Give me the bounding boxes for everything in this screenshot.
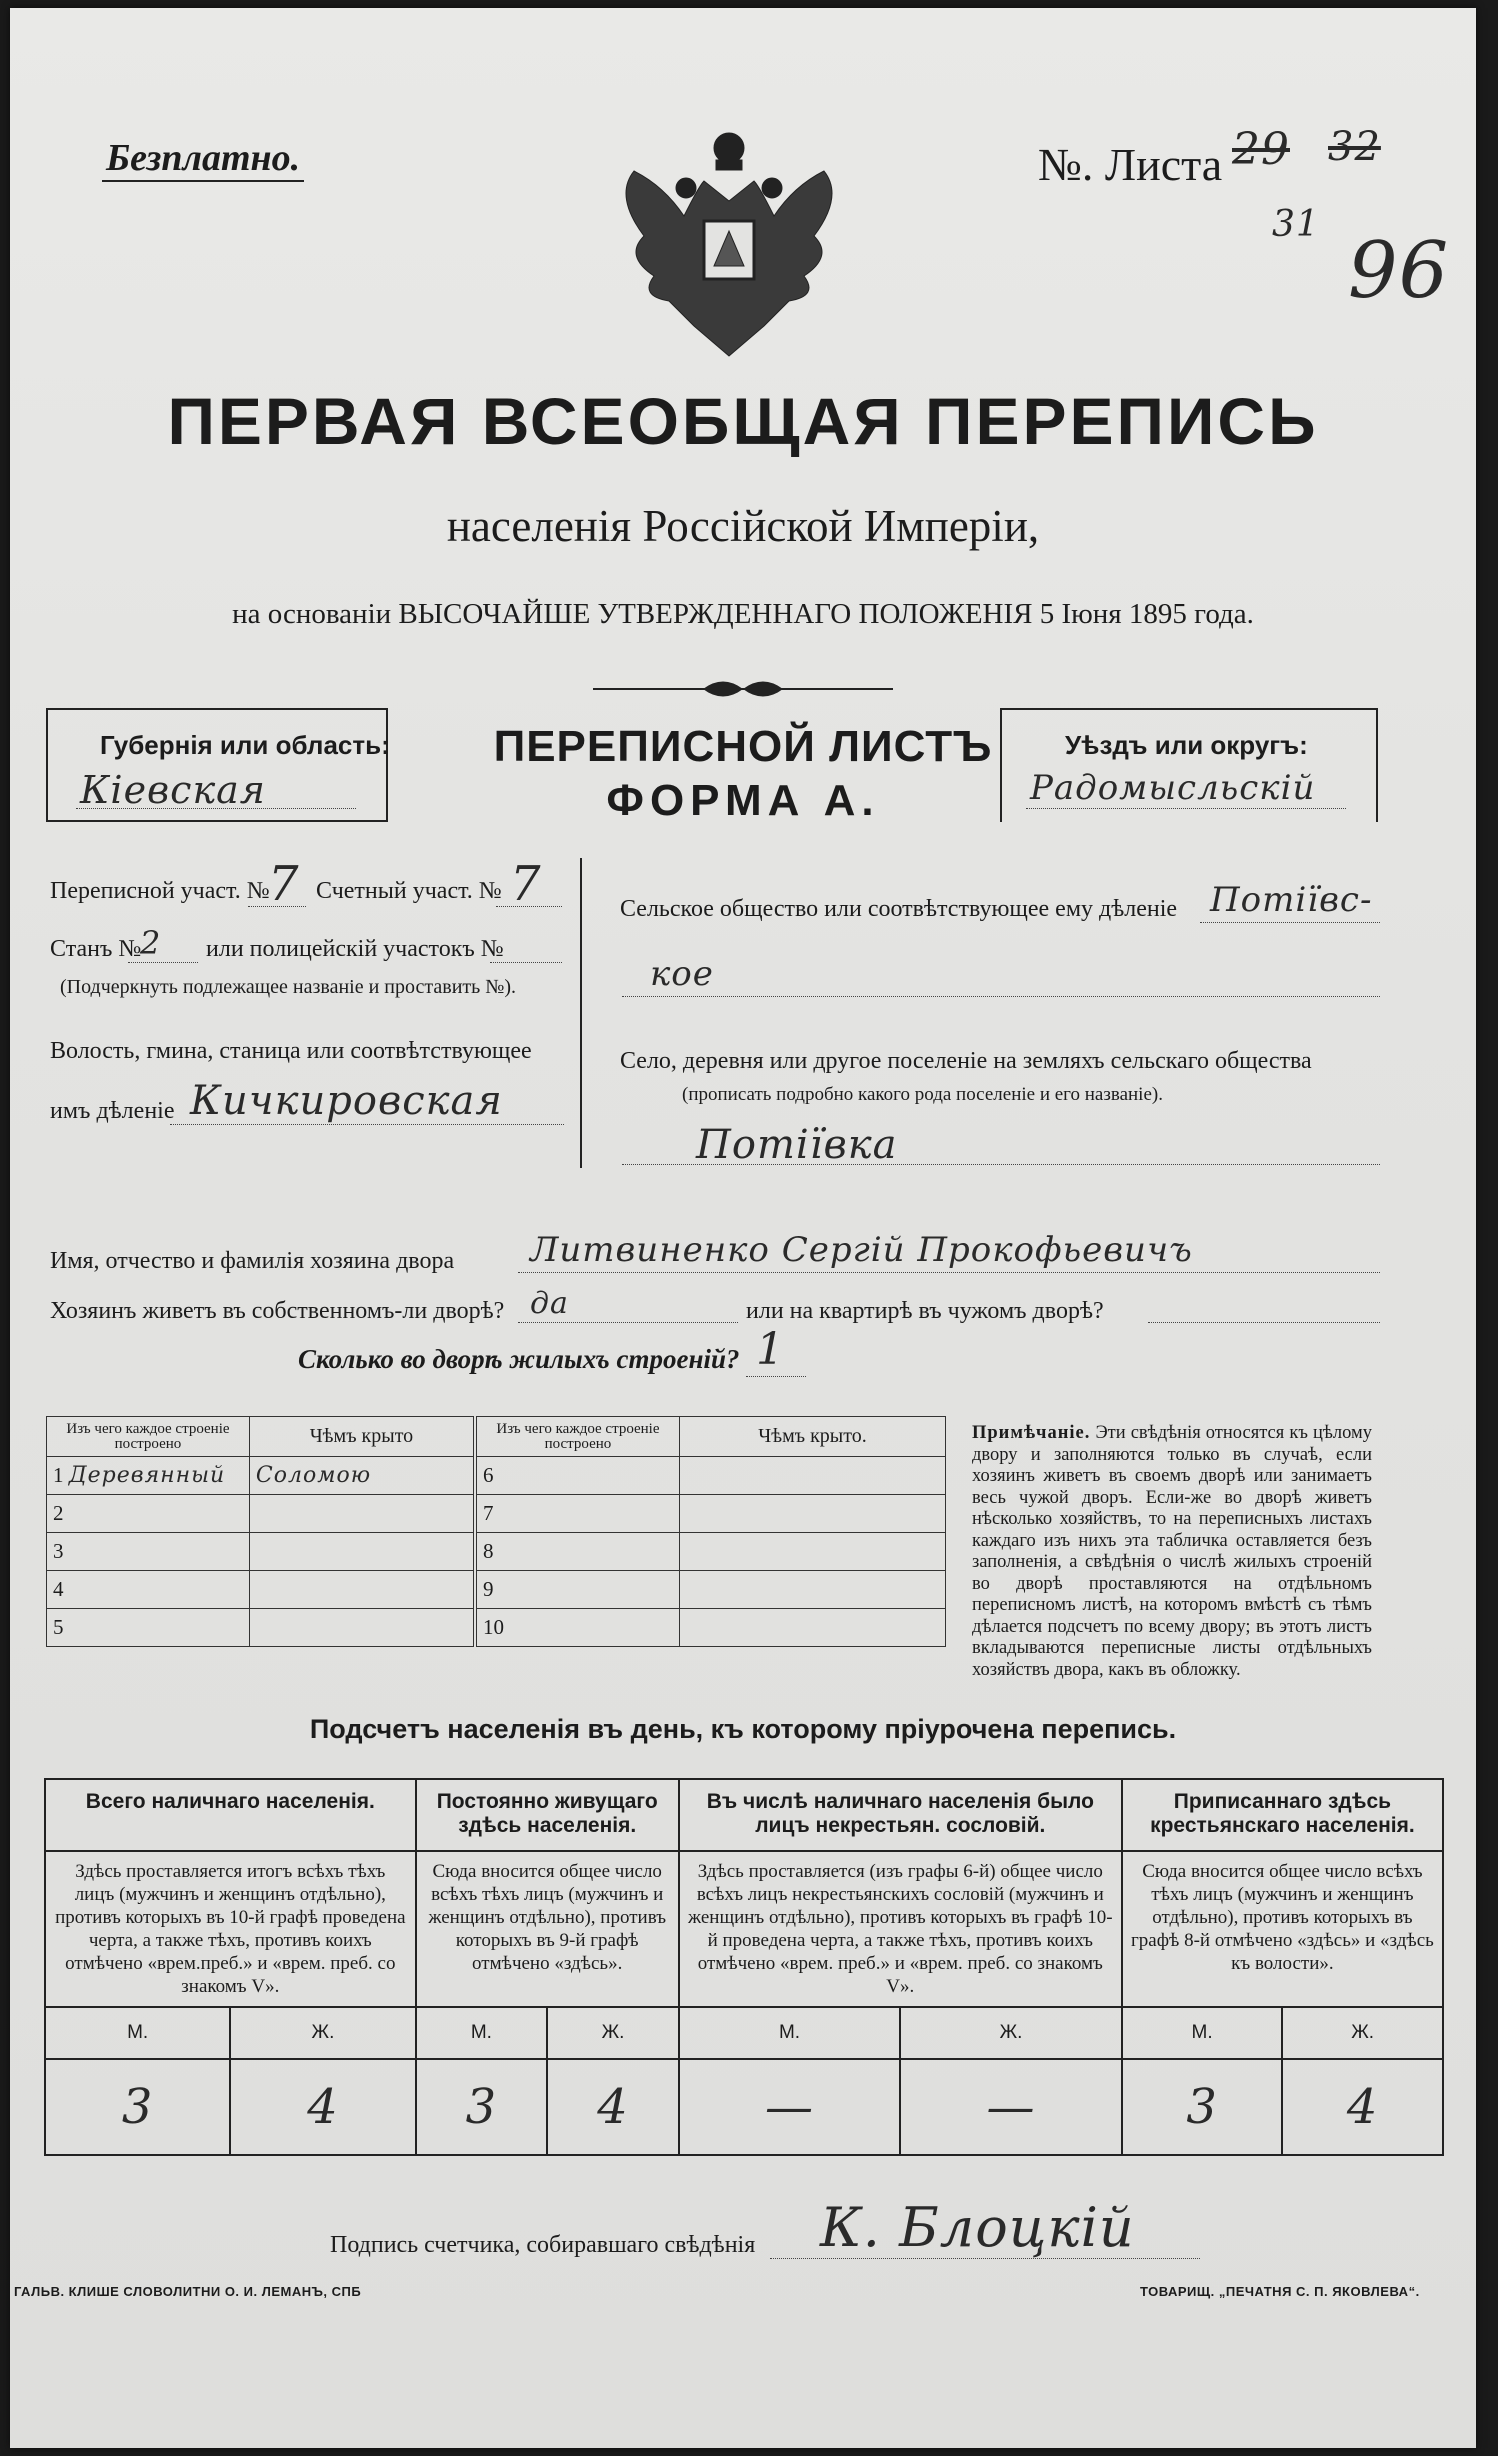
roof-header-2: Чѣмъ крыто.: [679, 1417, 945, 1457]
counting-area-label: Счетный участ. №: [316, 878, 502, 904]
non-peasant-header: Въ числѣ наличнаго населенія было лицъ некрестьян. сословій.: [679, 1779, 1122, 1851]
village-value: Потіївка: [696, 1122, 898, 1168]
table-row: 4 9: [47, 1571, 946, 1609]
peasant-female-value: 4: [1282, 2059, 1443, 2155]
male-label: М.: [679, 2007, 901, 2059]
sheet-number-value-1: 29: [1232, 124, 1290, 175]
ornament-divider: [593, 674, 893, 704]
non-peasant-desc: Здѣсь проставляется (изъ графы 6-й) общее число всѣхъ лицъ некрестьянскихъ сословій (мужчинъ и женщинъ отдѣльно), противъ которыхъ въ графѣ 10-й проведена черта, а также тѣхъ, противъ коихъ отмѣчено «врем. преб.» и «врем. преб. со знакомъ V».: [679, 1851, 1122, 2007]
census-form-sheet: [10, 8, 1476, 2448]
note-text: Примѣчаніе. Эти свѣдѣнія относятся къ цѣлому двору и заполняются только въ случаѣ, если хозяинъ живетъ въ своемъ дворѣ или занимаетъ весь чужой дворъ. Если-же во дворѣ живетъ нѣсколько хозяйствъ, то на переписныхъ листахъ каждаго изъ нихъ эта табличка оставляется безъ заполненія, а свѣдѣнія о числѣ жилыхъ строеній во дворѣ проставляются на отдѣльномъ переписномъ листѣ, на которомъ вмѣстѣ съ тѣмъ дѣлается подсчетъ по всему двору; въ этотъ листъ вкладываются переписные листы отдѣльныхъ хозяйствъ двора, какъ въ обложку.: [972, 1423, 1372, 1680]
total-population-desc: Здѣсь проставляется итогъ всѣхъ тѣхъ лицъ (мужчинъ и женщинъ отдѣльно), противъ которыхъ въ 10-й графѣ проведена черта, а также тѣхъ, противъ коихъ отмѣчено «врем.преб.» и «врем. преб. со знакомъ V».: [45, 1851, 416, 2007]
population-count-title: Подсчетъ населенія въ день, къ которому пріурочена перепись.: [309, 1714, 1177, 1744]
material-header-2: Изъ чего каждое строеніе построено: [475, 1417, 680, 1457]
village-note: (прописать подробно какого рода поселеніе и его названіе).: [682, 1084, 1163, 1105]
sheet-number: [1038, 130, 1222, 194]
province-value: Кіевская: [80, 768, 266, 812]
volost-label-1: Волость, гмина, станица или соотвѣтствующее: [50, 1038, 532, 1064]
rented-yard-label: или на квартирѣ въ чужомъ дворѣ?: [746, 1298, 1104, 1324]
permanent-male-value: 3: [416, 2059, 548, 2155]
building-roof-value: Соломою: [255, 1463, 372, 1488]
male-label: М.: [45, 2007, 230, 2059]
permanent-population-header: Постоянно живущаго здѣсь населенія.: [416, 1779, 679, 1851]
residential-buildings-value: 1: [756, 1324, 785, 1375]
sheet-number-value-2: 32: [1328, 124, 1381, 170]
population-count-table: [44, 1778, 1444, 2156]
female-label: Ж.: [1282, 2007, 1443, 2059]
registered-peasant-header: Приписаннаго здѣсь крестьянскаго населенія.: [1122, 1779, 1443, 1851]
female-label: Ж.: [900, 2007, 1122, 2059]
rural-society-value-1: Потіївс-: [1210, 880, 1373, 920]
census-area-label: Переписной участ. №: [50, 878, 270, 904]
own-yard-value: да: [530, 1286, 569, 1321]
non-peasant-male-value: —: [679, 2059, 901, 2155]
total-population-header: Всего наличнаго населенія.: [45, 1779, 416, 1851]
printer-credit-left: ГАЛЬВ. КЛИШЕ СЛОВОЛИТНИ О. И. ЛЕМАНЪ, СПБ: [14, 2284, 362, 2299]
camp-label: Станъ №: [50, 936, 142, 962]
sheet-form-title: ПЕРЕПИСНОЙ ЛИСТЪ: [493, 722, 993, 771]
counting-area-value: 7: [510, 856, 542, 912]
sheet-form-subtitle: ФОРМА А.: [606, 776, 880, 825]
volost-value: Кичкировская: [190, 1078, 503, 1124]
imperial-eagle-emblem: [604, 126, 854, 366]
rural-society-value-2: кое: [650, 954, 714, 994]
district-value: Радомысльскій: [1030, 768, 1316, 808]
table-row: 2 7: [47, 1495, 946, 1533]
free-label: Безплатно.: [102, 136, 304, 182]
own-yard-label: Хозяинъ живетъ въ собственномъ-ли дворѣ?: [50, 1298, 505, 1324]
buildings-table: [46, 1416, 946, 1647]
female-label: Ж.: [230, 2007, 415, 2059]
roof-header: Чѣмъ крыто: [249, 1417, 475, 1457]
female-label: Ж.: [547, 2007, 679, 2059]
police-station-label: или полицейскій участокъ №: [206, 936, 504, 962]
legal-basis: на основаніи ВЫСОЧАЙШЕ УТВЕРЖДЕННАГО ПОЛОЖЕНІЯ 5 Іюня 1895 года.: [232, 598, 1254, 630]
residential-buildings-label: Сколько во дворѣ жилыхъ строеній?: [298, 1344, 740, 1374]
total-female-value: 4: [230, 2059, 415, 2155]
form-subtitle: населенія Россійской Имперіи,: [446, 501, 1040, 551]
table-row: 1 Деревянный Соломою 6: [47, 1457, 946, 1495]
volost-label-2: имъ дѣленіе: [50, 1098, 175, 1124]
total-male-value: 3: [45, 2059, 230, 2155]
permanent-female-value: 4: [547, 2059, 679, 2155]
census-area-value: 7: [268, 856, 300, 912]
owner-value: Литвиненко Сергій Прокофьевичъ: [530, 1230, 1193, 1270]
registered-peasant-desc: Сюда вносится общее число всѣхъ тѣхъ лицъ (мужчинъ и женщинъ отдѣльно), противъ которыхъ въ графѣ 8-й отмѣчено «здѣсь» и «здѣсь къ волости».: [1122, 1851, 1443, 2007]
signature-label: Подпись счетчика, собиравшаго свѣдѣнія: [330, 2232, 756, 2258]
village-label: Село, деревня или другое поселеніе на земляхъ сельскаго общества: [620, 1048, 1312, 1074]
table-row: 3 8: [47, 1533, 946, 1571]
owner-label: Имя, отчество и фамилія хозяина двора: [50, 1248, 455, 1274]
province-label: Губернія или область:: [100, 730, 390, 760]
sheet-number-value-4: 96: [1348, 226, 1450, 316]
building-material-value: Деревянный: [68, 1463, 226, 1488]
male-label: М.: [416, 2007, 548, 2059]
district-label: Уѣздъ или округъ:: [1065, 730, 1308, 760]
note-label: Примѣчаніе.: [972, 1423, 1091, 1443]
sheet-number-label: №. Листа: [1038, 139, 1223, 190]
form-title: ПЕРВАЯ ВСЕОБЩАЯ ПЕРЕПИСЬ: [167, 384, 1319, 458]
sheet-number-value-3: 31: [1272, 204, 1320, 245]
underline-note: (Подчеркнуть подлежащее названіе и проставить №).: [60, 976, 516, 998]
table-row: 5 10: [47, 1609, 946, 1647]
peasant-male-value: 3: [1122, 2059, 1283, 2155]
rural-society-label: Сельское общество или соотвѣтствующее ему дѣленіе: [620, 896, 1178, 922]
printer-credit-right: ТОВАРИЩ. „ПЕЧАТНЯ С. П. ЯКОВЛЕВА“.: [1140, 2284, 1420, 2299]
camp-value: 2: [140, 924, 162, 962]
signature-value: К. Блоцкій: [820, 2196, 1135, 2259]
non-peasant-female-value: —: [900, 2059, 1122, 2155]
permanent-population-desc: Сюда вносится общее число всѣхъ тѣхъ лицъ (мужчинъ и женщинъ отдѣльно), противъ которыхъ въ 9-й графѣ отмѣчено «здѣсь».: [416, 1851, 679, 2007]
male-label: М.: [1122, 2007, 1283, 2059]
material-header: Изъ чего каждое строеніе построено: [47, 1417, 250, 1457]
